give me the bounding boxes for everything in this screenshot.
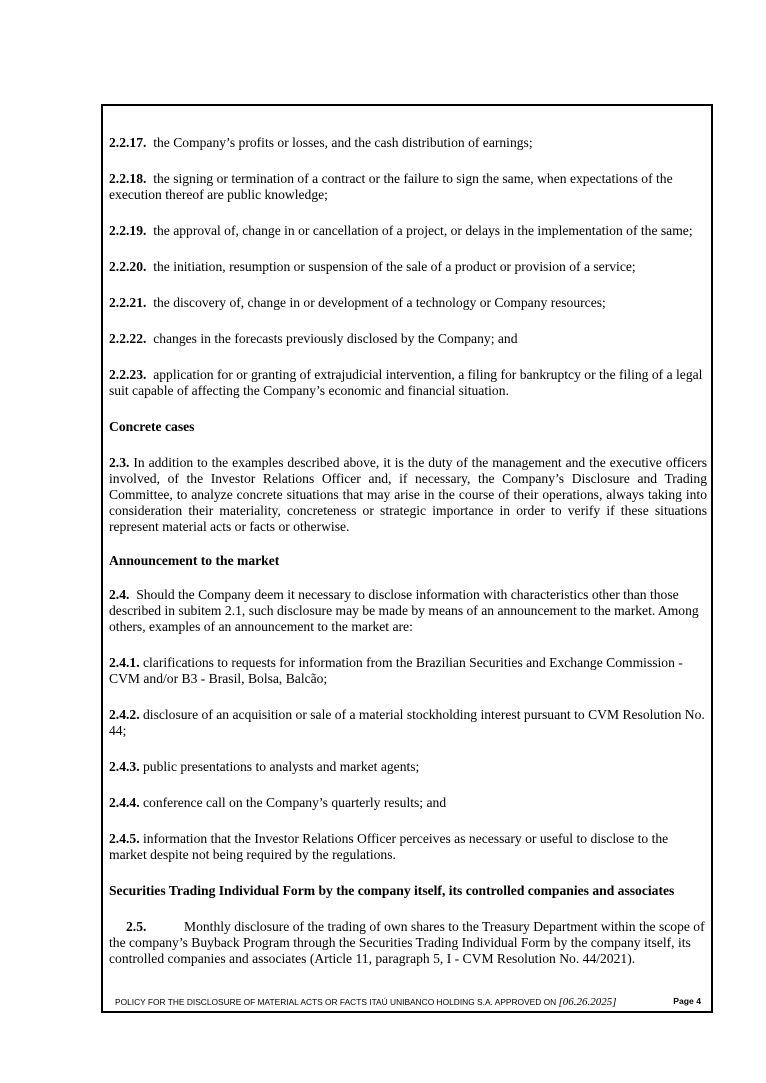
item-2-5: 2.5. Monthly disclosure of the trading of own shares to the Treasury Department within the scope of the company’s Buyback Program through the Securities Trading Individual Form by the company itself, its controlled companies and associates (Article 11, paragraph 5, I - CVM Resolution No. 44/2021). <box>109 919 705 966</box>
document-body <box>109 135 707 967</box>
item-2-4-1: 2.4.1. clarifications to requests for information from the Brazilian Securities and Exchange Commission - CVM and/or B3 - Brasil, Bolsa, Balcão; <box>109 655 683 686</box>
item-2-2-17: 2.2.17. the Company’s profits or losses, and the cash distribution of earnings; <box>109 135 533 150</box>
item-2-2-22: 2.2.22. changes in the forecasts previously disclosed by the Company; and <box>109 331 518 346</box>
item-2-2-18: 2.2.18. the signing or termination of a contract or the failure to sign the same, when expectations of the execution thereof are public knowledge; <box>109 171 673 202</box>
item-2-4: 2.4. Should the Company deem it necessary to disclose information with characteristics other than those described in subitem 2.1, such disclosure may be made by means of an announcement to the market. Among others, examples of an announcement to the market are: <box>109 587 699 634</box>
item-2-4-3: 2.4.3. public presentations to analysts and market agents; <box>109 759 420 774</box>
item-2-4-5: 2.4.5. information that the Investor Relations Officer perceives as necessary or useful to disclose to the market despite not being required by the regulations. <box>109 831 669 862</box>
securities-heading: Securities Trading Individual Form by the company itself, its controlled companies and associates <box>109 883 675 898</box>
concrete-cases-heading: Concrete cases <box>109 419 195 434</box>
item-2-4-2: 2.4.2. disclosure of an acquisition or sale of a material stockholding interest pursuant to CVM Resolution No. 44; <box>109 707 705 738</box>
item-2-2-20: 2.2.20. the initiation, resumption or suspension of the sale of a product or provision of a service; <box>109 259 636 274</box>
item-2-4-4: 2.4.4. conference call on the Company’s quarterly results; and <box>109 795 447 810</box>
item-2-3: 2.3. In addition to the examples described above, it is the duty of the management and the executive officers involved, of the Investor Relations Officer and, if necessary, the Company’s Disclosure and Trading Committee, to analyze concrete situations that may arise in the course of their operations, always taking into consideration their materiality, concreteness or strategic importance in order to verify if these situations represent material acts or facts or otherwise. <box>109 455 707 534</box>
announcement-heading: Announcement to the market <box>109 553 280 568</box>
page-footer <box>115 996 707 1008</box>
item-2-2-23: 2.2.23. application for or granting of extrajudicial intervention, a filing for bankruptcy or the filing of a legal suit capable of affecting the Company’s economic and financial situation. <box>109 367 703 398</box>
item-2-2-21: 2.2.21. the discovery of, change in or development of a technology or Company resources; <box>109 295 606 310</box>
footer-approval-date: [06.26.2025] <box>558 996 617 1008</box>
page-number: Page 4 <box>673 996 701 1006</box>
item-2-2-19: 2.2.19. the approval of, change in or cancellation of a project, or delays in the implementation of the same; <box>109 223 693 238</box>
footer-policy-title: POLICY FOR THE DISCLOSURE OF MATERIAL ACTS OR FACTS ITAÚ UNIBANCO HOLDING S.A. APPROVED ON <box>115 997 557 1007</box>
